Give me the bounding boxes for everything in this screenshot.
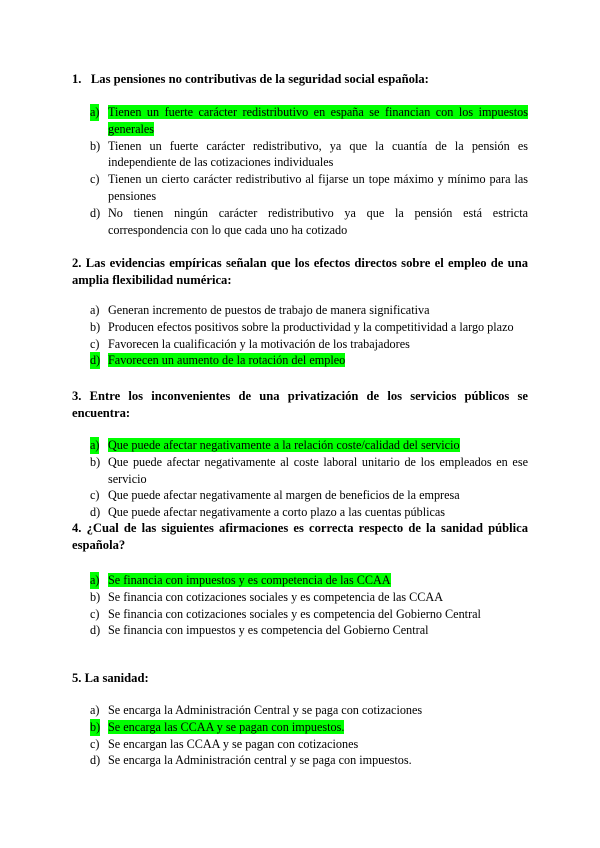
option-c — [72, 171, 528, 205]
option-text: Producen efectos positivos sobre la productividad y la competitividad a largo plazo — [108, 319, 514, 334]
option-letter: a) — [90, 703, 100, 717]
options-list — [72, 302, 528, 369]
option-letter: d) — [90, 353, 101, 368]
option-c — [72, 736, 528, 753]
option-text: Tienen un fuerte carácter redistributivo en españa se financian con los impuestos generales — [108, 105, 528, 136]
option-letter: b) — [90, 454, 101, 469]
option-text: Se encarga las CCAA y se pagan con impuestos. — [108, 719, 345, 734]
option-text: Que puede afectar negativamente al coste laboral unitario de los empleados en ese servicio — [108, 454, 528, 486]
question-2 — [72, 255, 528, 369]
option-d — [72, 504, 528, 521]
option-letter: a) — [90, 105, 100, 119]
options-list — [72, 572, 528, 639]
options-list — [72, 104, 528, 238]
question-title: 4. ¿Cual de las siguientes afirmaciones es correcta respecto de la sanidad pública española? — [72, 521, 528, 552]
options-list — [72, 702, 528, 769]
option-letter: a) — [90, 573, 100, 587]
option-c — [72, 336, 528, 353]
option-letter: c) — [90, 736, 100, 751]
option-b — [72, 138, 528, 172]
option-text: Se financia con cotizaciones sociales y es competencia de las CCAA — [108, 589, 444, 604]
question-title: 2. Las evidencias empíricas señalan que los efectos directos sobre el empleo de una amplia flexibilidad numérica: — [72, 256, 528, 287]
option-letter: d) — [90, 623, 101, 638]
option-b — [72, 319, 528, 336]
option-d — [72, 622, 528, 639]
option-text: Se financia con impuestos y es competencia de las CCAA — [108, 573, 391, 587]
option-d — [72, 352, 528, 369]
option-a — [72, 437, 528, 454]
option-letter: b) — [90, 138, 101, 153]
option-text: Favorecen un aumento de la rotación del empleo — [108, 353, 346, 368]
option-d — [72, 752, 528, 769]
option-text: Se encargan las CCAA y se pagan con cotizaciones — [108, 736, 359, 751]
option-letter: c) — [90, 606, 100, 621]
option-letter: d) — [90, 505, 101, 520]
option-letter: a) — [90, 303, 100, 317]
question-3 — [72, 388, 528, 521]
option-letter: b) — [90, 719, 101, 734]
option-a — [72, 702, 528, 719]
option-b — [72, 589, 528, 606]
question-4 — [72, 520, 528, 639]
option-letter: d) — [90, 753, 101, 768]
option-text: Tienen un cierto carácter redistributivo al fijarse un tope máximo y mínimo para las pensiones — [108, 172, 528, 203]
option-c — [72, 606, 528, 623]
option-a — [72, 302, 528, 319]
option-a — [72, 572, 528, 589]
option-text: Tienen un fuerte carácter redistributivo, ya que la cuantía de la pensión es independiente de las cotizaciones individuales — [108, 138, 528, 170]
option-text: Que puede afectar negativamente al margen de beneficios de la empresa — [108, 488, 460, 503]
option-letter: a) — [90, 438, 100, 452]
option-letter: b) — [90, 589, 101, 604]
option-letter: c) — [90, 488, 100, 503]
question-5 — [72, 670, 528, 769]
option-text: No tienen ningún carácter redistributivo ya que la pensión está estricta correspondencia con lo que cada uno ha cotizado — [108, 205, 528, 237]
option-text: Se encarga la Administración Central y se paga con cotizaciones — [108, 703, 423, 717]
option-text: Se encarga la Administración central y se paga con impuestos. — [108, 753, 412, 768]
question-1 — [72, 71, 528, 238]
option-text: Se financia con impuestos y es competencia del Gobierno Central — [108, 623, 429, 638]
question-title: 1. Las pensiones no contributivas de la seguridad social española: — [72, 72, 429, 86]
question-title: 3. Entre los inconvenientes de una privatización de los servicios públicos se encuentra: — [72, 389, 528, 420]
option-c — [72, 487, 528, 504]
option-text: Se financia con cotizaciones sociales y es competencia del Gobierno Central — [108, 606, 481, 621]
option-letter: d) — [90, 205, 101, 220]
question-title: 5. La sanidad: — [72, 671, 149, 685]
option-a — [72, 104, 528, 138]
option-letter: b) — [90, 319, 101, 334]
option-text: Favorecen la cualificación y la motivación de los trabajadores — [108, 336, 410, 351]
option-text: Que puede afectar negativamente a la relación coste/calidad del servicio — [108, 438, 460, 452]
option-letter: c) — [90, 172, 100, 187]
option-text: Generan incremento de puestos de trabajo de manera significativa — [108, 303, 430, 317]
option-d — [72, 205, 528, 239]
option-b — [72, 454, 528, 488]
option-text: Que puede afectar negativamente a corto plazo a las cuentas públicas — [108, 505, 446, 520]
option-b — [72, 719, 528, 736]
options-list — [72, 437, 528, 521]
option-letter: c) — [90, 336, 100, 351]
